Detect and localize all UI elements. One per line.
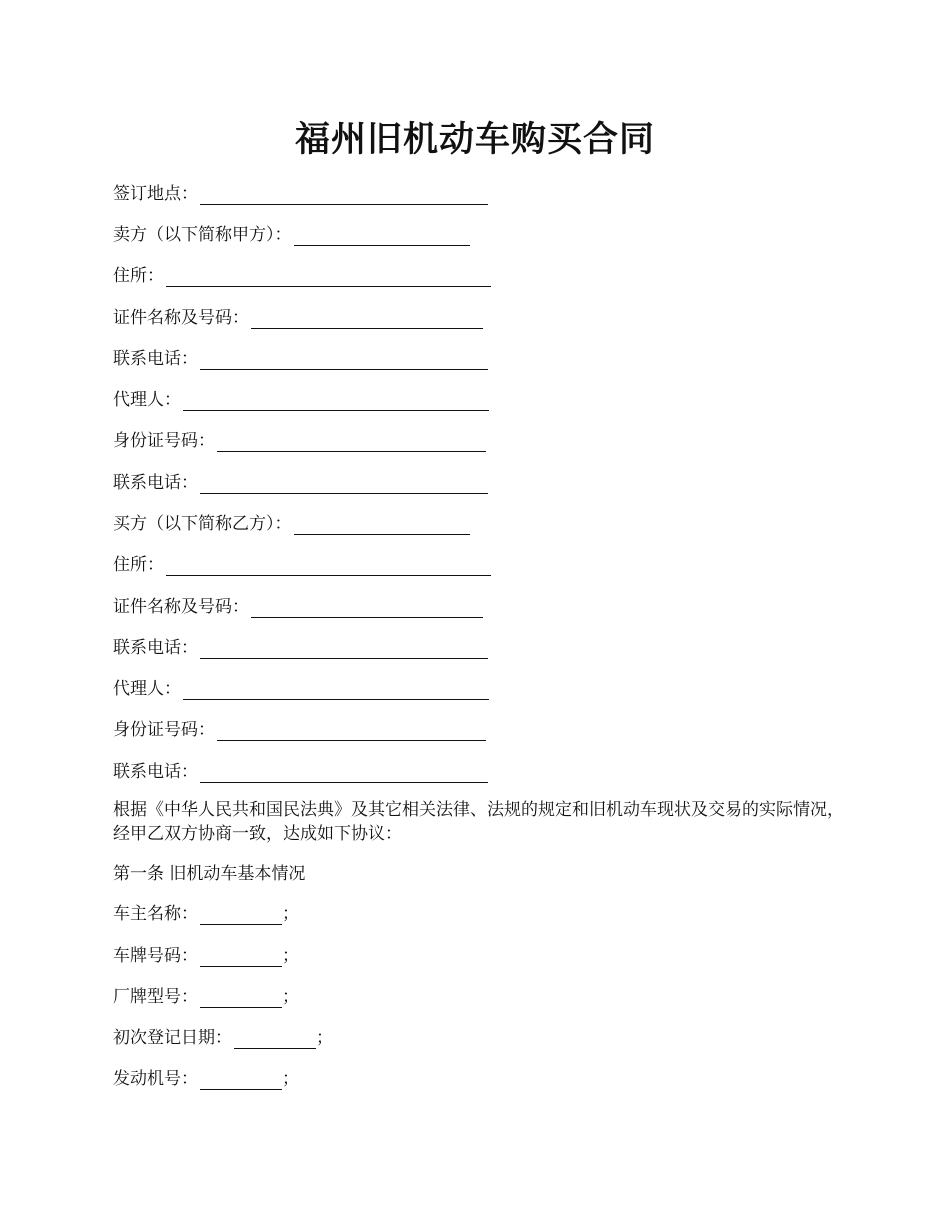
field-row-buyer-id-doc [113,596,483,618]
fill-in-blank[interactable] [251,312,483,329]
field-label: 签订地点： [113,184,198,204]
field-row-seller-agent-id [113,430,486,452]
field-label: 代理人： [113,679,181,699]
field-suffix: ； [316,1028,333,1048]
field-label: 联系电话： [113,473,198,493]
field-label: 住所： [113,266,164,286]
field-label: 买方（以下简称乙方）： [113,514,292,534]
field-row-signing-place [113,183,488,205]
field-label: 卖方（以下简称甲方）： [113,225,292,245]
field-row-seller [113,224,470,246]
field-row-seller-phone [113,348,488,370]
fill-in-blank[interactable] [294,518,470,535]
fill-in-blank[interactable] [251,601,483,618]
field-label: 证件名称及号码： [113,597,249,617]
field-row-buyer-agent-id [113,719,486,741]
field-row-seller-address [113,265,491,287]
intro-paragraph: 根据《中华人民共和国民法典》及其它相关法律、法规的规定和旧机动车现状及交易的实际情况，经甲乙双方协商一致，达成如下协议： [113,800,844,844]
field-label: 身份证号码： [113,431,215,451]
field-row-seller-id-doc [113,307,483,329]
field-suffix: ； [282,946,299,966]
fill-in-blank[interactable] [200,353,488,370]
field-label: 初次登记日期： [113,1028,232,1048]
fill-in-blank[interactable] [217,435,486,452]
fill-in-blank[interactable] [200,950,282,967]
fill-in-blank[interactable] [217,724,486,741]
field-label: 证件名称及号码： [113,308,249,328]
field-label: 联系电话： [113,638,198,658]
field-label: 住所： [113,555,164,575]
fill-in-blank[interactable] [200,1073,282,1090]
field-suffix: ； [282,987,299,1007]
fill-in-blank[interactable] [166,559,491,576]
fill-in-blank[interactable] [200,908,282,925]
vehicle-row-owner-name [113,903,299,925]
vehicle-row-engine-number [113,1068,299,1090]
fill-in-blank[interactable] [200,642,488,659]
field-suffix: ； [282,1069,299,1089]
vehicle-row-plate-number [113,945,299,967]
fill-in-blank[interactable] [200,188,488,205]
field-label: 联系电话： [113,349,198,369]
fill-in-blank[interactable] [200,766,488,783]
field-row-seller-agent-phone [113,472,488,494]
fill-in-blank[interactable] [200,477,488,494]
fill-in-blank[interactable] [234,1032,316,1049]
article-1-heading [113,863,305,885]
field-row-buyer [113,513,470,535]
field-label: 代理人： [113,390,181,410]
field-row-buyer-address [113,554,491,576]
document-title: 福州旧机动车购买合同 [294,119,655,160]
field-label: 身份证号码： [113,720,215,740]
fill-in-blank[interactable] [166,270,491,287]
field-row-seller-agent [113,389,489,411]
field-suffix: ； [282,904,299,924]
fill-in-blank[interactable] [183,394,489,411]
field-row-buyer-agent-phone [113,761,488,783]
fill-in-blank[interactable] [183,683,489,700]
article-heading-text: 第一条 旧机动车基本情况 [113,864,306,884]
field-row-buyer-phone [113,637,488,659]
vehicle-row-registration-date [113,1027,333,1049]
fill-in-blank[interactable] [200,991,282,1008]
field-label: 车牌号码： [113,946,198,966]
field-label: 发动机号： [113,1069,198,1089]
fill-in-blank[interactable] [294,229,470,246]
field-label: 厂牌型号： [113,987,198,1007]
field-label: 车主名称： [113,904,198,924]
field-label: 联系电话： [113,762,198,782]
vehicle-row-model [113,986,299,1008]
field-row-buyer-agent [113,678,489,700]
